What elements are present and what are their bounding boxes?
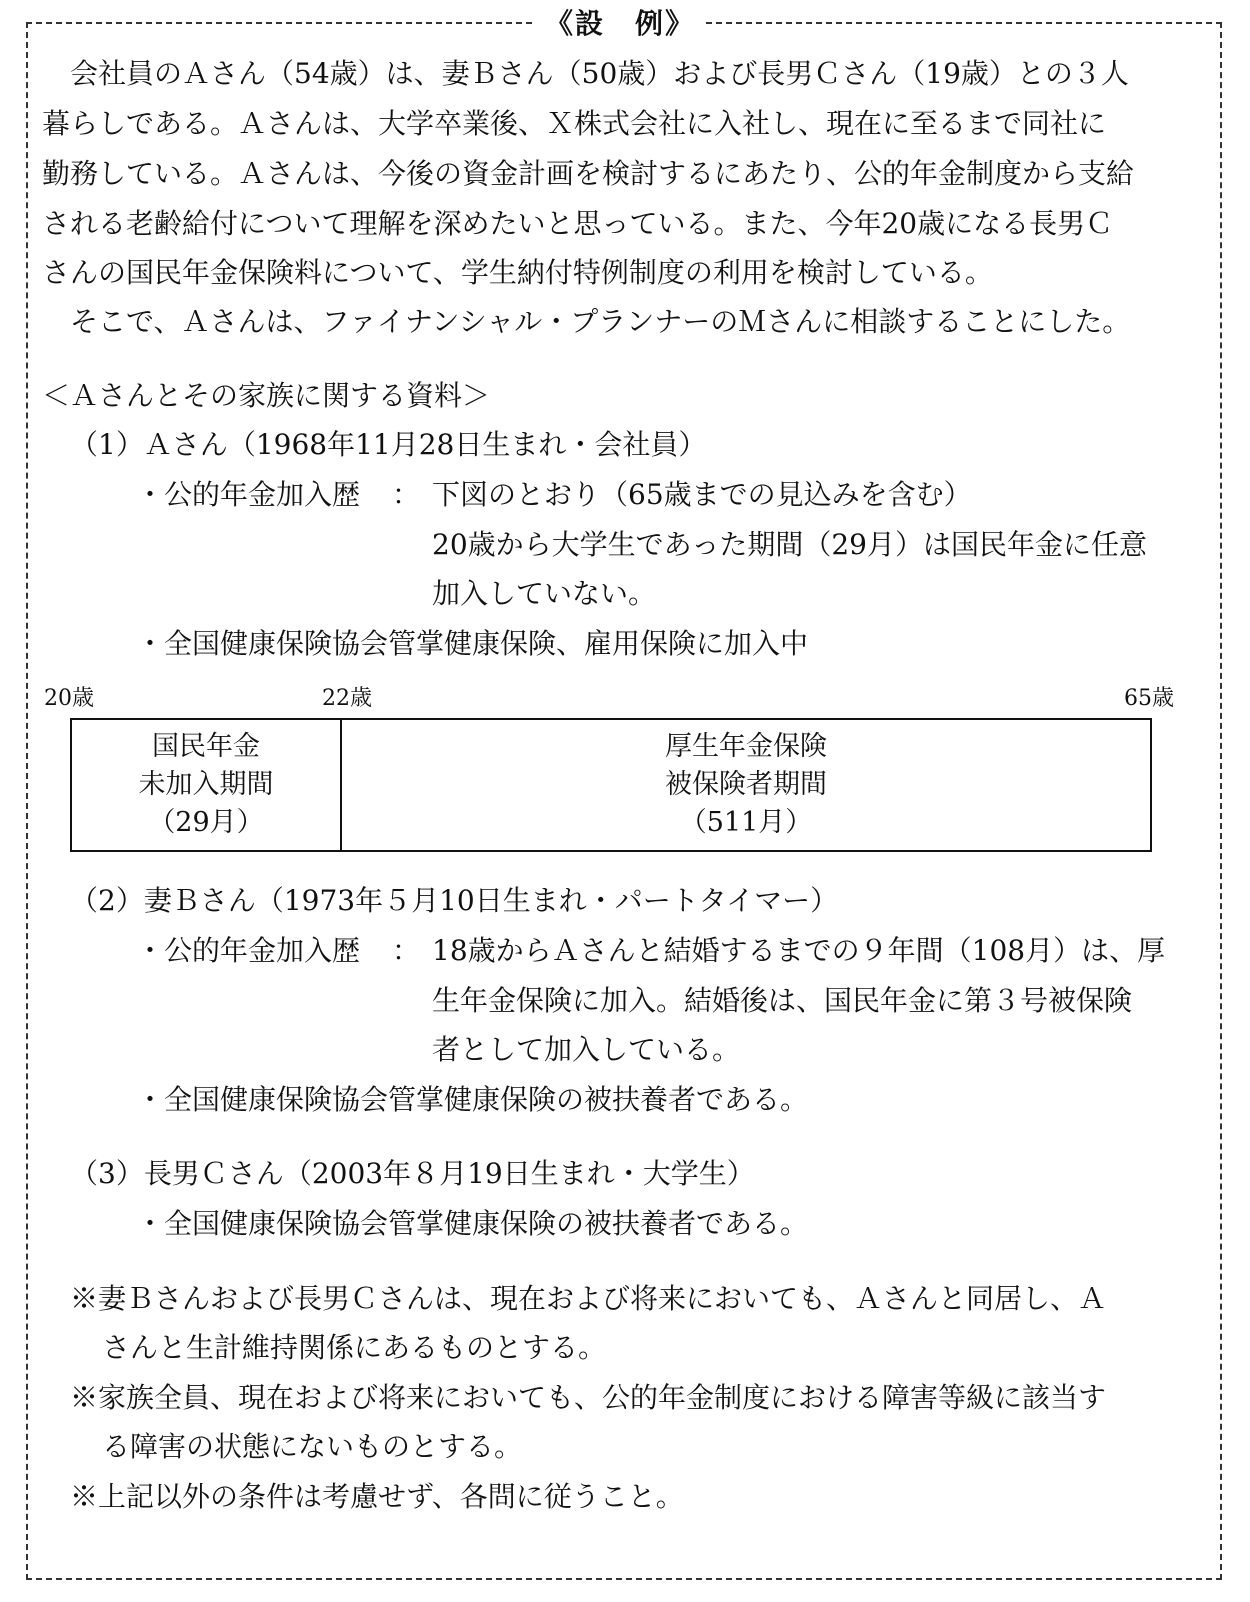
frame-title: 《設 例》	[535, 4, 705, 44]
timeline-left-line-3: （29月）	[148, 807, 264, 838]
person-b-insurance: ・全国健康保険協会管掌健康保険の被扶養者である。	[136, 1083, 809, 1116]
person-c-insurance: ・全国健康保険協会管掌健康保険の被扶養者である。	[136, 1207, 809, 1240]
timeline-left-line-2: 未加入期間	[138, 769, 274, 800]
pension-timeline-diagram	[70, 718, 1152, 852]
person-b-heading: （2）妻Ｂさん（1973年５月10日生まれ・パートタイマー）	[70, 884, 839, 917]
timeline-left-line-1: 国民年金	[152, 731, 260, 762]
person-b-colon: ：	[392, 934, 421, 967]
person-b-pension-line-2: 生年金保険に加入。結婚後は、国民年金に第３号被保険	[432, 984, 1133, 1017]
intro-line-2: 暮らしである。Ａさんは、大学卒業後、Ｘ株式会社に入社し、現在に至るまで同社に	[42, 107, 1107, 140]
person-a-colon: ：	[392, 478, 421, 511]
timeline-right-line-1: 厚生年金保険	[665, 731, 827, 762]
person-a-heading: （1）Ａさん（1968年11月28日生まれ・会社員）	[70, 428, 707, 461]
note-1-line-2: さんと生計維持関係にあるものとする。	[102, 1331, 607, 1364]
intro-line-1: 会社員のＡさん（54歳）は、妻Ｂさん（50歳）および長男Ｃさん（19歳）との３人	[70, 57, 1129, 90]
person-c-heading: （3）長男Ｃさん（2003年８月19日生まれ・大学生）	[70, 1157, 755, 1190]
employee-pension-insured-period	[342, 720, 1150, 850]
timeline-right-line-2: 被保険者期間	[665, 769, 827, 800]
intro-line-6: そこで、Ａさんは、ファイナンシャル・プランナーのＭさんに相談することにした。	[70, 305, 1131, 338]
person-a-pension-label: ・公的年金加入歴	[136, 478, 361, 511]
intro-line-3: 勤務している。Ａさんは、今後の資金計画を検討するにあたり、公的年金制度から支給	[42, 157, 1135, 190]
person-a-pension-line-3: 加入していない。	[432, 577, 657, 610]
person-b-pension-label: ・公的年金加入歴	[136, 934, 361, 967]
note-2-line-1: ※家族全員、現在および将来においても、公的年金制度における障害等級に該当す	[70, 1381, 1107, 1414]
age-start-label: 20歳	[44, 686, 94, 711]
note-1-line-1: ※妻Ｂさんおよび長男Ｃさんは、現在および将来においても、Ａさんと同居し、Ａ	[70, 1282, 1107, 1315]
person-a-insurance: ・全国健康保険協会管掌健康保険、雇用保険に加入中	[136, 627, 809, 660]
materials-heading: ＜Ａさんとその家族に関する資料＞	[42, 379, 491, 412]
national-pension-unenrolled-period	[72, 720, 342, 850]
person-a-pension-line-1: 下図のとおり（65歳までの見込みを含む）	[432, 478, 972, 511]
note-3: ※上記以外の条件は考慮せず、各問に従うこと。	[70, 1480, 684, 1513]
age-end-label: 65歳	[1124, 686, 1174, 711]
intro-line-5: さんの国民年金保険料について、学生納付特例制度の利用を検討している。	[42, 256, 993, 289]
person-b-pension-line-3: 者として加入している。	[432, 1033, 741, 1066]
person-b-pension-line-1: 18歳からＡさんと結婚するまでの９年間（108月）は、厚	[432, 934, 1166, 967]
timeline-right-line-3: （511月）	[679, 807, 813, 838]
note-2-line-2: る障害の状態にないものとする。	[102, 1430, 523, 1463]
intro-line-4: される老齢給付について理解を深めたいと思っている。また、今年20歳になる長男Ｃ	[42, 207, 1114, 240]
age-mid-label: 22歳	[322, 686, 372, 711]
person-a-pension-line-2: 20歳から大学生であった期間（29月）は国民年金に任意	[432, 528, 1147, 561]
